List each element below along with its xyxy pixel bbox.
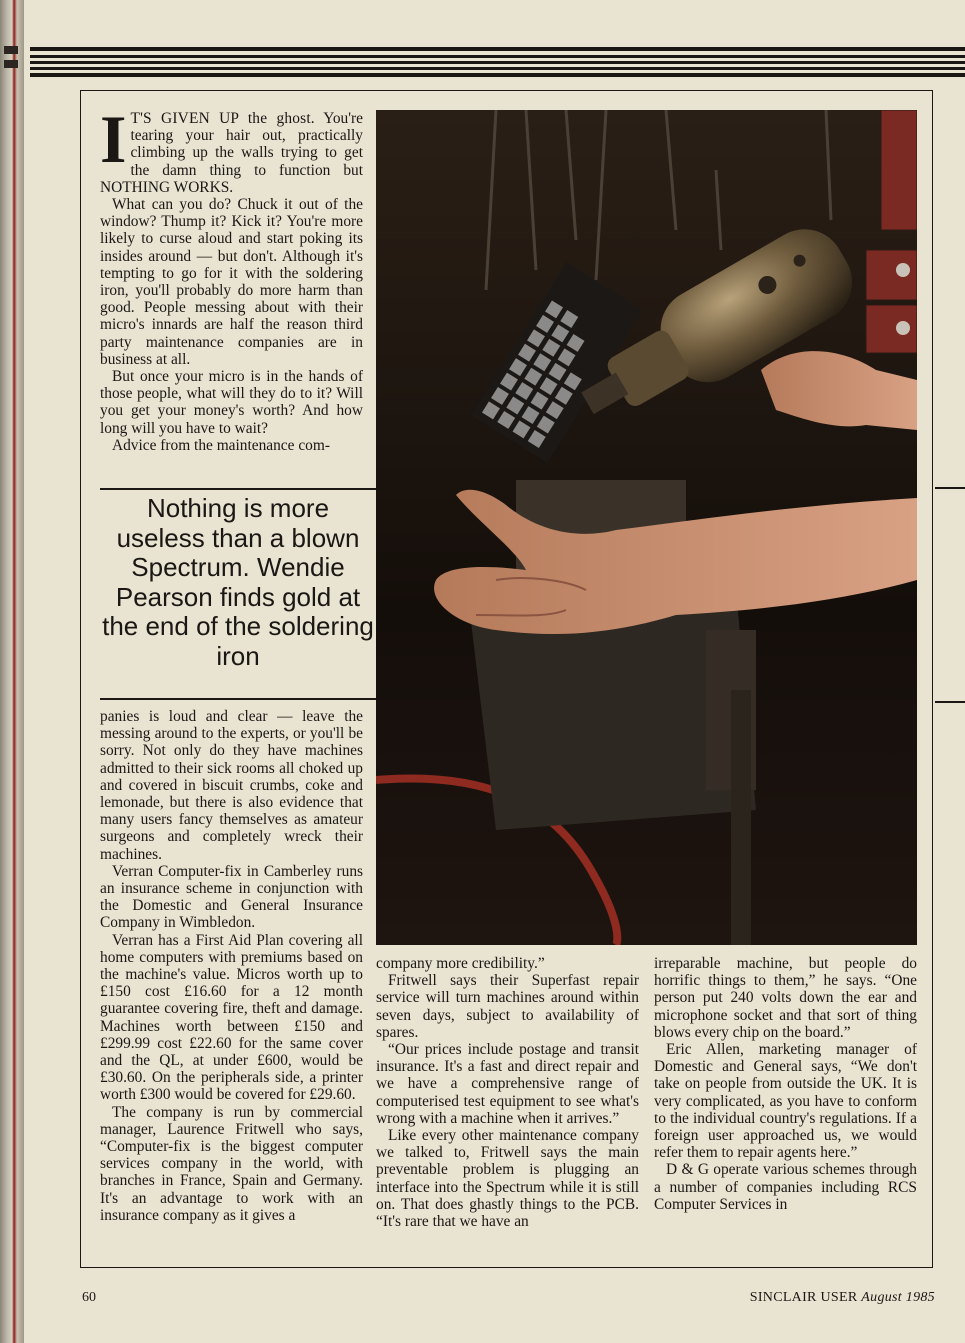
edge-rule (935, 701, 965, 703)
standfirst-headline: Nothing is more useless than a blown Spectrum. Wendie Pearson finds gold at the end of the soldering iron (100, 488, 376, 700)
page-binding-edge (0, 0, 24, 1343)
paragraph: company more credibility.” (376, 955, 545, 972)
paragraph: irreparable machine, but people do horrific things to them,” he says. “One person put 240 volts down the ear and microphone socket and that sort of thing blows every chip on the board.” (654, 955, 917, 1041)
paragraph: Eric Allen, marketing manager of Domestic and General says, “We don't take on people from outside the UK. It is very complicated, as you have to conform to the individual country's regulations. If a foreign user approached us, we would refer them to repair agents here.” (654, 1041, 917, 1162)
header-rule (30, 73, 965, 77)
header-rule (30, 61, 965, 64)
intro-paragraph-1: You're tearing your hair out, practically climbing up the walls trying to get the damn thing to function but NOTHING WORKS. (100, 110, 363, 196)
paragraph: “Our prices include postage and transit insurance. It's a fast and direct repair and we have a comprehensive range of computerised test equipment to see what's wrong with a machine when it arrives.” (376, 1041, 639, 1127)
column-1-lower (100, 708, 363, 1224)
header-rule (30, 47, 965, 51)
paragraph: panies is loud and clear — leave the messing around to the experts, or you'll be sorry. Not only do they have machines admitted to their sick rooms all choked up and covered in biscuit crumbs, coke and lemonade, but there is also evidence that many users fancy themselves as amateur surgeons and completely wreck their machines. (100, 708, 363, 863)
lead-in: T'S GIVEN UP the ghost. (130, 110, 315, 127)
binding-mark (4, 60, 18, 68)
header-rule (30, 67, 965, 70)
intro-text (100, 101, 363, 454)
paragraph: D & G operate various schemes through a number of companies including RCS Computer Services in (654, 1161, 917, 1213)
paragraph: Verran has a First Aid Plan covering all home computers with premiums based on the machine's value. Micros worth up to £150 cost £16.60 for a 12 month guarantee covering fire, theft and damage. Machines worth between £150 and £299.99 cost £22.60 for the same cover and the QL, at under £600, would be £30.60. On the peripherals side, a printer worth £300 would be covered for £29.60. (100, 931, 363, 1104)
drop-cap: I (100, 101, 127, 177)
header-rule (30, 55, 965, 58)
magazine-name: SINCLAIR USER (749, 1290, 858, 1305)
column-2 (376, 955, 639, 1230)
intro-paragraph-4: Advice from the maintenance com- (112, 436, 330, 454)
binding-mark (4, 46, 18, 54)
article-photo (376, 110, 917, 945)
edge-rule (935, 487, 965, 489)
page-number: 60 (82, 1290, 96, 1305)
issue-date: August 1985 (861, 1290, 935, 1305)
paragraph: The company is run by commercial manager, Laurence Fritwell who says, “Computer-fix is the biggest computer services company in the world, with branches in France, Spain and Germany. It's an advantage to work with an insurance company as it gives a (100, 1103, 363, 1224)
paragraph: Verran Computer-fix in Camberley runs an insurance scheme in conjunction with the Domestic and General Insurance Company in Wimbledon. (100, 862, 363, 932)
intro-paragraph-2: What can you do? Chuck it out of the window? Thump it? Kick it? You're more likely to curse aloud and start poking its insides around — but don't. Although it's tempting to go for it with the soldering iron, you'll probably do more harm than good. People messing about with their micro's innards are half the reason third party maintenance companies are in business at all. (100, 196, 363, 368)
column-3 (654, 955, 917, 1213)
paragraph: Like every other maintenance company we talked to, Fritwell says the main preventable problem is plugging an interface into the Spectrum while it is still on. That does ghastly things to the PCB. “It's rare that we have an (376, 1127, 639, 1231)
intro-paragraph-3: But once your micro is in the hands of those people, what will they do to it? Will you get your money's worth? And how long will you have to wait? (100, 368, 363, 437)
paragraph: Fritwell says their Superfast repair service will turn machines around within seven days, subject to availability of spares. (376, 972, 639, 1041)
photo-hands-drill-keyboard (376, 110, 917, 945)
running-footer (750, 1290, 935, 1306)
